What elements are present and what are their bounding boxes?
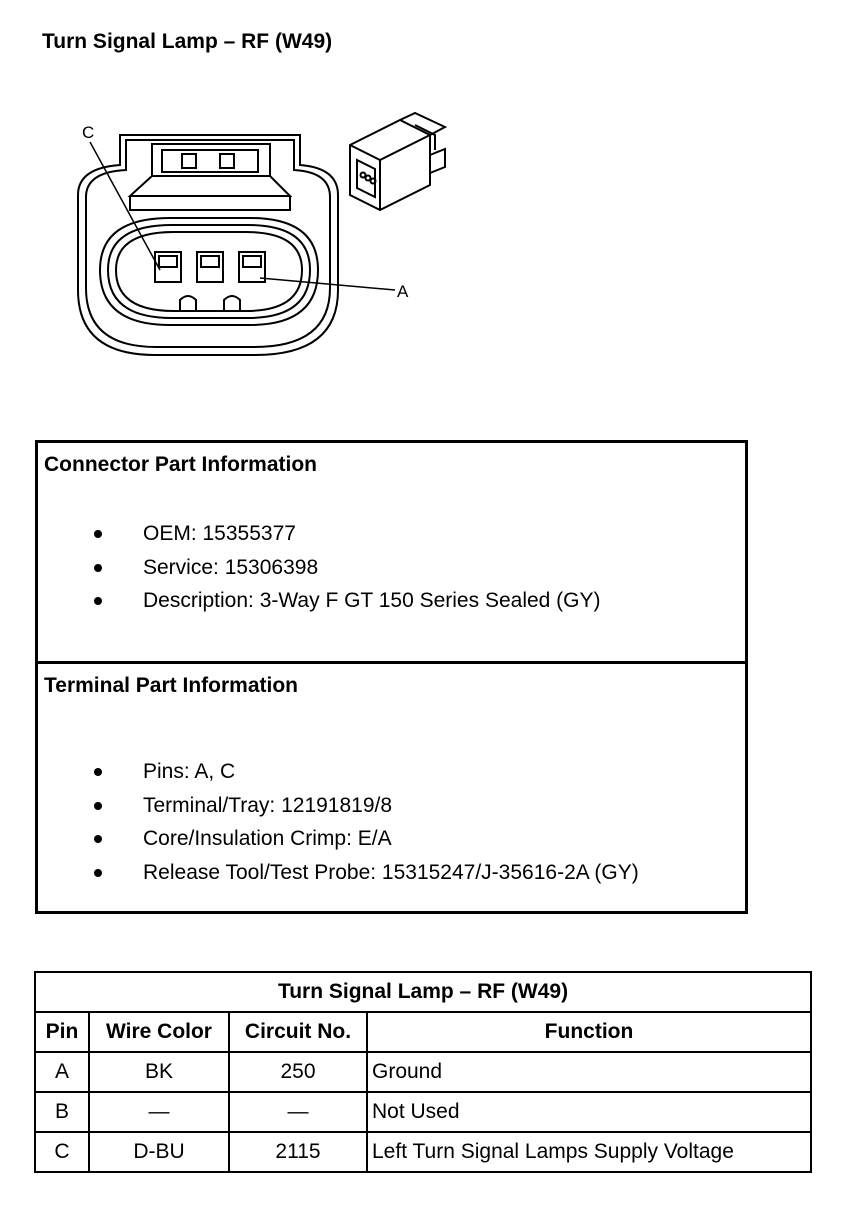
bullet-icon <box>94 869 102 877</box>
table-row <box>35 1052 811 1092</box>
circuit-no-cell: 250 <box>229 1052 367 1092</box>
list-item: Service: 15306398 <box>38 557 601 591</box>
terminal-part-information <box>38 664 745 911</box>
connector-info-heading: Connector Part Information <box>44 453 318 476</box>
connector-diagram <box>60 100 480 365</box>
list-item: Pins: A, C <box>38 761 639 795</box>
list-item: Description: 3-Way F GT 150 Series Sealed (GY) <box>38 590 601 624</box>
pin-table <box>34 971 812 1173</box>
table-row <box>35 1092 811 1132</box>
bullet-icon <box>94 802 102 810</box>
circuit-no-cell: — <box>229 1092 367 1132</box>
list-item: Release Tool/Test Probe: 15315247/J-35616-2A (GY) <box>38 862 639 896</box>
pin-cell: C <box>35 1132 89 1172</box>
page-title: Turn Signal Lamp – RF (W49) <box>42 30 333 53</box>
connector-part-information <box>38 443 745 664</box>
column-header-function: Function <box>367 1012 811 1052</box>
bullet-icon <box>94 564 102 572</box>
pin-cell: A <box>35 1052 89 1092</box>
list-item: Core/Insulation Crimp: E/A <box>38 828 639 862</box>
pin-cell: B <box>35 1092 89 1132</box>
pin-a-label: A <box>397 282 409 301</box>
part-information-box <box>35 440 748 914</box>
bullet-icon <box>94 835 102 843</box>
list-item: OEM: 15355377 <box>38 523 601 557</box>
column-header-pin: Pin <box>35 1012 89 1052</box>
function-cell: Ground <box>367 1052 811 1092</box>
terminal-info-list <box>38 761 639 895</box>
table-row <box>35 1132 811 1172</box>
connector-info-list <box>38 523 601 624</box>
pin-table-title: Turn Signal Lamp – RF (W49) <box>35 972 811 1012</box>
column-header-wire-color: Wire Color <box>89 1012 229 1052</box>
wire-color-cell: D-BU <box>89 1132 229 1172</box>
list-item: Terminal/Tray: 12191819/8 <box>38 795 639 829</box>
bullet-icon <box>94 530 102 538</box>
bullet-icon <box>94 768 102 776</box>
wire-color-cell: BK <box>89 1052 229 1092</box>
column-header-circuit-no: Circuit No. <box>229 1012 367 1052</box>
wire-color-cell: — <box>89 1092 229 1132</box>
pin-c-label: C <box>82 123 95 142</box>
function-cell: Not Used <box>367 1092 811 1132</box>
table-header-row <box>35 1012 811 1052</box>
terminal-info-heading: Terminal Part Information <box>44 674 298 697</box>
function-cell: Left Turn Signal Lamps Supply Voltage <box>367 1132 811 1172</box>
bullet-icon <box>94 597 102 605</box>
circuit-no-cell: 2115 <box>229 1132 367 1172</box>
